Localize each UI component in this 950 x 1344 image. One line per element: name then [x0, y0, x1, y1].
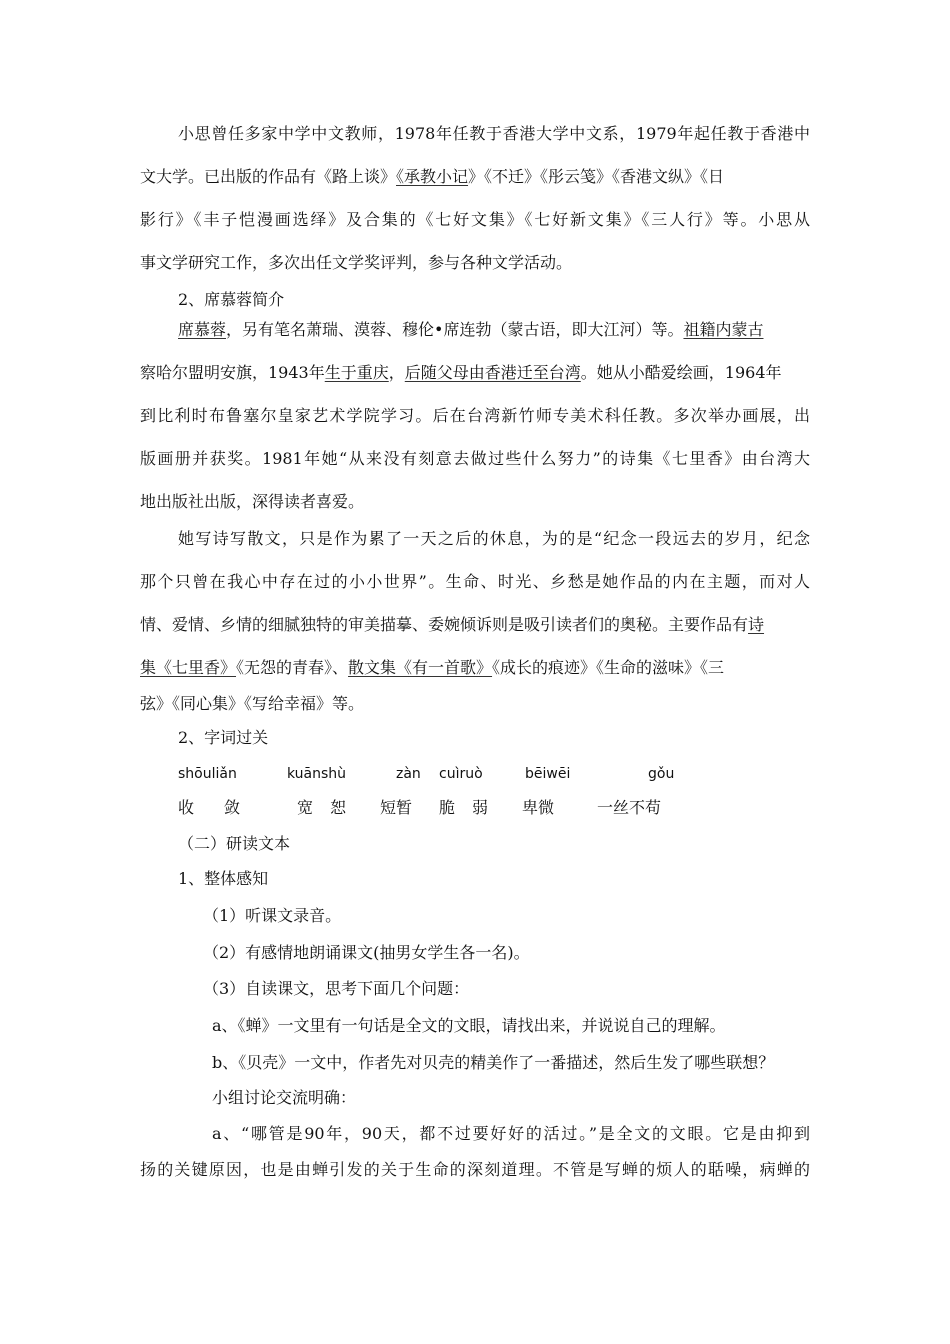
- pinyin: gǒu: [648, 766, 675, 782]
- word: 脆: [439, 798, 456, 817]
- text: ，另有笔名萧瑞、漠蓉、穆伦•席连勃（蒙古语，即大江河）等。: [226, 320, 684, 339]
- paragraph-line: [140, 658, 810, 678]
- word: 卑微: [522, 798, 555, 817]
- paragraph-line: [140, 363, 810, 383]
- text: 她写诗写散文，只是作为累了一天之后的休息，为的是“纪念一段远去的岁月，纪念: [178, 529, 810, 548]
- paragraph-line: [140, 210, 810, 230]
- text: 事文学研究工作，多次出任文学奖评判，参与各种文学活动。: [140, 253, 573, 272]
- section-heading: 1、整体感知: [178, 869, 269, 888]
- paragraph-line: [140, 253, 810, 273]
- pinyin: kuānshù: [287, 766, 347, 782]
- pinyin: zàn: [396, 766, 421, 782]
- question-item: a、《蝉》一文里有一句话是全文的文眼，请找出来，并说说自己的理解。: [212, 1016, 726, 1035]
- text: 小思曾任多家中学中文教师，1978年任教于香港大学中文系，1979年起任教于香港中: [178, 124, 810, 143]
- text: 那个只曾在我心中存在过的小小世界”。生命、时光、乡愁是她作品的内在主题，而对人: [140, 572, 810, 591]
- underlined-text: 生于重庆: [324, 363, 389, 382]
- paragraph-line: [140, 492, 810, 512]
- list-item: （1）听课文录音。: [203, 906, 342, 925]
- paragraph-line: [178, 320, 810, 340]
- paragraph-line: [140, 572, 810, 592]
- word: 敛: [224, 798, 241, 817]
- underlined-text: 集《七里香》: [140, 658, 237, 677]
- text: 情、爱情、乡情的细腻独特的审美描摹、委婉倾诉则是吸引读者们的奥秘。主要作品有: [140, 615, 749, 634]
- section-heading: （二）研读文本: [178, 834, 291, 853]
- pinyin: cuìruò: [439, 766, 483, 782]
- text: 地出版社出版，深得读者喜爱。: [140, 492, 365, 511]
- text: 扬的关键原因，也是由蝉引发的关于生命的深刻道理。不管是写蝉的烦人的聒噪，病蝉的: [140, 1160, 810, 1179]
- word: 恕: [330, 798, 347, 817]
- word: 宽: [297, 798, 314, 817]
- text: 到比利时布鲁塞尔皇家艺术学院学习。后在台湾新竹师专美术科任教。多次举办画展，出: [140, 406, 810, 425]
- paragraph-line: [140, 167, 810, 187]
- text: 影行》《丰子恺漫画选绎》及合集的《七好文集》《七好新文集》《三人行》等。小思从: [140, 210, 810, 229]
- paragraph-line: [140, 1160, 810, 1180]
- underlined-text: 散文集《有一首歌》: [348, 658, 493, 677]
- word: 弱: [472, 798, 489, 817]
- text: 察哈尔盟明安旗，1943年: [140, 363, 325, 382]
- pinyin: bēiwēi: [525, 766, 571, 782]
- text: 》《不迁》《彤云笺》《香港文纵》《日: [468, 167, 725, 186]
- word: 一丝不苟: [597, 798, 662, 817]
- text: 文大学。已出版的作品有《路上谈》: [140, 167, 397, 186]
- text: 弦》《同心集》《写给幸福》等。: [140, 694, 365, 713]
- text: ，: [388, 363, 405, 382]
- question-item: b、《贝壳》一文中，作者先对贝壳的精美作了一番描述，然后生发了哪些联想？: [212, 1053, 775, 1072]
- underlined-text: 后随父母由香港迁至台湾: [404, 363, 581, 382]
- underlined-text: 席慕蓉: [178, 320, 227, 339]
- text: a、“哪管是90年，90天，都不过要好好的活过。”是全文的文眼。它是由抑到: [212, 1124, 810, 1143]
- word: 短暂: [380, 798, 413, 817]
- underlined-text: 《承教小记: [396, 167, 469, 186]
- word: 收: [178, 798, 195, 817]
- paragraph-line: [140, 406, 810, 426]
- list-item: （3）自读课文，思考下面几个问题：: [203, 979, 470, 998]
- text: 《成长的痕迹》《生命的滋味》《三: [492, 658, 725, 677]
- section-heading: 2、席慕蓉简介: [178, 290, 285, 309]
- discussion-label: 小组讨论交流明确：: [212, 1088, 357, 1107]
- section-heading: 2、字词过关: [178, 728, 269, 747]
- underlined-text: 诗: [748, 615, 765, 634]
- paragraph-line: [140, 694, 810, 714]
- paragraph-line: [140, 615, 810, 635]
- paragraph-line: [140, 449, 810, 469]
- text: 。她从小酷爱绘画，1964年: [580, 363, 782, 382]
- underlined-text: 祖籍内蒙古: [683, 320, 764, 339]
- paragraph-line: [178, 124, 810, 144]
- text: 版画册并获奖。1981年她“从来没有刻意去做过些什么努力”的诗集《七里香》由台湾大: [140, 449, 810, 468]
- text: 《无怨的青春》、: [236, 658, 349, 677]
- list-item: （2）有感情地朗诵课文(抽男女学生各一名)。: [203, 943, 530, 962]
- pinyin: shōuliǎn: [178, 766, 237, 782]
- paragraph-line: [178, 529, 810, 549]
- paragraph-line: [212, 1124, 810, 1144]
